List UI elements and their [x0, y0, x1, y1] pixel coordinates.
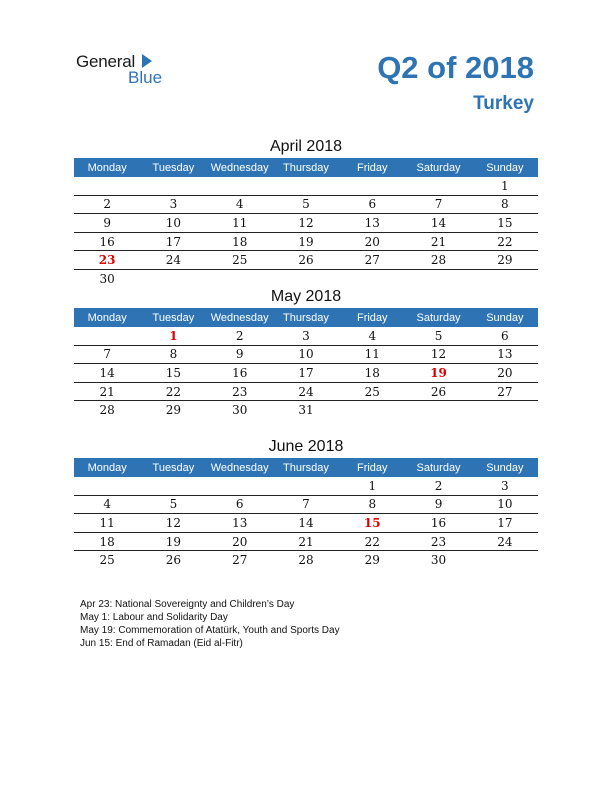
day-cell: 8 — [140, 345, 206, 364]
day-cell: 2 — [74, 195, 140, 214]
day-cell: 13 — [207, 514, 273, 533]
weekday-header: Friday — [339, 308, 405, 327]
holiday-day-cell: 23 — [74, 251, 140, 270]
day-cell — [140, 177, 206, 195]
day-cell: 22 — [339, 532, 405, 551]
day-cell — [405, 401, 471, 419]
day-cell: 7 — [273, 495, 339, 514]
weekday-header: Friday — [339, 458, 405, 477]
logo-triangle-icon — [142, 54, 152, 68]
week-row — [74, 327, 538, 345]
weekday-header: Sunday — [472, 458, 538, 477]
day-cell — [207, 269, 273, 287]
day-cell: 14 — [405, 214, 471, 233]
day-cell: 24 — [140, 251, 206, 270]
day-cell: 5 — [405, 327, 471, 345]
day-cell: 2 — [405, 477, 471, 495]
week-row — [74, 495, 538, 514]
day-cell: 27 — [232, 553, 248, 568]
week-row — [74, 345, 538, 364]
weekday-header-row — [74, 308, 538, 327]
weekday-header: Friday — [339, 158, 405, 177]
day-cell: 19 — [273, 232, 339, 251]
month-title: May 2018 — [270, 288, 342, 305]
day-cell: 12 — [273, 214, 339, 233]
week-row — [74, 551, 538, 569]
day-cell: 28 — [405, 251, 471, 270]
week-row — [74, 232, 538, 251]
day-cell: 6 — [339, 195, 405, 214]
day-cell: 20 — [339, 232, 405, 251]
weekday-header: Sunday — [472, 158, 538, 177]
day-cell: 4 — [207, 195, 273, 214]
weekday-header: Monday — [74, 458, 140, 477]
day-cell: 1 — [339, 477, 405, 495]
day-cell: 10 — [140, 214, 206, 233]
day-cell: 21 — [74, 382, 140, 401]
day-cell: 18 — [74, 532, 140, 551]
month-april — [74, 136, 538, 288]
day-cell: 14 — [74, 364, 140, 383]
holiday-note: Apr 23: National Sovereignty and Children’s Day — [80, 599, 295, 610]
day-cell: 8 — [472, 195, 538, 214]
week-row — [74, 382, 538, 401]
day-cell: 4 — [74, 495, 140, 514]
day-cell: 11 — [74, 514, 140, 533]
day-cell: 29 — [364, 553, 380, 568]
week-row — [74, 514, 538, 533]
week-row — [74, 401, 538, 419]
day-cell: 7 — [74, 345, 140, 364]
generalblue-logo — [76, 52, 186, 92]
week-row — [74, 532, 538, 551]
day-cell — [273, 269, 339, 287]
weekday-header: Thursday — [273, 308, 339, 327]
day-cell — [207, 477, 273, 495]
day-cell: 9 — [207, 345, 273, 364]
day-cell: 26 — [165, 553, 182, 568]
day-cell: 17 — [472, 514, 538, 533]
day-cell: 28 — [99, 403, 115, 418]
weekday-header: Wednesday — [207, 158, 273, 177]
week-row — [74, 177, 538, 195]
day-cell: 20 — [207, 532, 273, 551]
month-title: June 2018 — [268, 438, 344, 455]
holiday-note: May 19: Commemoration of Atatürk, Youth and Sports Day — [80, 625, 340, 636]
day-cell: 13 — [472, 345, 538, 364]
day-cell: 29 — [165, 403, 182, 418]
day-cell: 12 — [405, 345, 471, 364]
day-cell: 28 — [298, 553, 314, 568]
logo-text-blue: Blue — [128, 68, 163, 87]
weekday-header: Tuesday — [140, 308, 206, 327]
day-cell: 6 — [207, 495, 273, 514]
weekday-header: Thursday — [273, 158, 339, 177]
day-cell: 30 — [99, 271, 115, 286]
day-cell — [273, 177, 339, 195]
day-cell — [74, 477, 140, 495]
day-cell: 18 — [339, 364, 405, 383]
day-cell — [472, 269, 538, 287]
day-cell: 24 — [472, 532, 538, 551]
day-cell: 31 — [298, 403, 314, 418]
calendar-table — [74, 308, 538, 419]
day-cell: 5 — [273, 195, 339, 214]
day-cell: 27 — [339, 251, 405, 270]
weekday-header: Wednesday — [207, 458, 273, 477]
day-cell: 10 — [273, 345, 339, 364]
day-cell — [405, 177, 471, 195]
holiday-day-cell: 19 — [405, 364, 471, 383]
day-cell: 21 — [273, 532, 339, 551]
day-cell — [74, 327, 140, 345]
day-cell: 21 — [405, 232, 471, 251]
day-cell: 9 — [74, 214, 140, 233]
weekday-header: Thursday — [273, 458, 339, 477]
day-cell: 23 — [405, 532, 471, 551]
day-cell: 22 — [472, 232, 538, 251]
day-cell: 6 — [472, 327, 538, 345]
weekday-header-row — [74, 458, 538, 477]
day-cell: 25 — [99, 553, 115, 568]
weekday-header: Tuesday — [140, 158, 206, 177]
weekday-header: Saturday — [405, 458, 471, 477]
holiday-note: May 1: Labour and Solidarity Day — [80, 612, 228, 623]
day-cell: 26 — [273, 251, 339, 270]
day-cell: 15 — [140, 364, 206, 383]
week-row — [74, 195, 538, 214]
day-cell: 20 — [472, 364, 538, 383]
weekday-header: Monday — [74, 158, 140, 177]
country-name: Turkey — [473, 93, 534, 114]
holiday-note: Jun 15: End of Ramadan (Eid al-Fitr) — [80, 638, 243, 649]
day-cell — [339, 401, 405, 419]
day-cell: 30 — [232, 403, 248, 418]
day-cell: 26 — [405, 382, 471, 401]
calendar-table — [74, 158, 538, 288]
day-cell — [140, 477, 206, 495]
day-cell: 1 — [472, 177, 538, 195]
day-cell: 17 — [273, 364, 339, 383]
day-cell: 2 — [207, 327, 273, 345]
weekday-header: Monday — [74, 308, 140, 327]
day-cell: 29 — [472, 251, 538, 270]
day-cell: 9 — [405, 495, 471, 514]
day-cell: 23 — [207, 382, 273, 401]
day-cell: 15 — [472, 214, 538, 233]
holiday-day-cell: 15 — [339, 514, 405, 533]
month-title: April 2018 — [269, 138, 343, 155]
holiday-list — [80, 598, 340, 650]
month-may — [74, 286, 538, 419]
day-cell: 10 — [472, 495, 538, 514]
day-cell — [472, 401, 538, 419]
day-cell: 3 — [273, 327, 339, 345]
holiday-day-cell: 1 — [140, 327, 206, 345]
week-row — [74, 364, 538, 383]
day-cell: 27 — [472, 382, 538, 401]
day-cell: 11 — [207, 214, 273, 233]
month-june — [74, 436, 538, 569]
day-cell: 19 — [140, 532, 206, 551]
day-cell: 13 — [339, 214, 405, 233]
day-cell — [339, 269, 405, 287]
day-cell: 16 — [74, 232, 140, 251]
day-cell: 18 — [207, 232, 273, 251]
day-cell: 17 — [140, 232, 206, 251]
weekday-header: Wednesday — [207, 308, 273, 327]
day-cell: 25 — [207, 251, 273, 270]
day-cell: 5 — [140, 495, 206, 514]
calendar-table — [74, 458, 538, 569]
weekday-header: Saturday — [405, 158, 471, 177]
weekday-header: Tuesday — [140, 458, 206, 477]
day-cell — [405, 269, 471, 287]
day-cell — [339, 177, 405, 195]
week-row — [74, 477, 538, 495]
logo-text-general: General — [76, 52, 136, 71]
week-row — [74, 269, 538, 287]
day-cell: 12 — [140, 514, 206, 533]
weekday-header: Sunday — [472, 308, 538, 327]
weekday-header: Saturday — [405, 308, 471, 327]
weekday-header-row — [74, 158, 538, 177]
day-cell: 7 — [405, 195, 471, 214]
day-cell — [472, 551, 538, 569]
day-cell: 22 — [140, 382, 206, 401]
day-cell — [140, 269, 206, 287]
day-cell: 8 — [339, 495, 405, 514]
day-cell — [74, 177, 140, 195]
day-cell: 3 — [140, 195, 206, 214]
week-row — [74, 214, 538, 233]
day-cell — [273, 477, 339, 495]
day-cell: 3 — [472, 477, 538, 495]
day-cell: 24 — [273, 382, 339, 401]
day-cell: 25 — [339, 382, 405, 401]
day-cell: 14 — [273, 514, 339, 533]
day-cell — [207, 177, 273, 195]
day-cell: 16 — [405, 514, 471, 533]
day-cell: 30 — [430, 553, 447, 568]
page-title: Q2 of 2018 — [377, 50, 534, 85]
day-cell: 4 — [339, 327, 405, 345]
day-cell: 11 — [339, 345, 405, 364]
day-cell: 16 — [207, 364, 273, 383]
week-row — [74, 251, 538, 270]
